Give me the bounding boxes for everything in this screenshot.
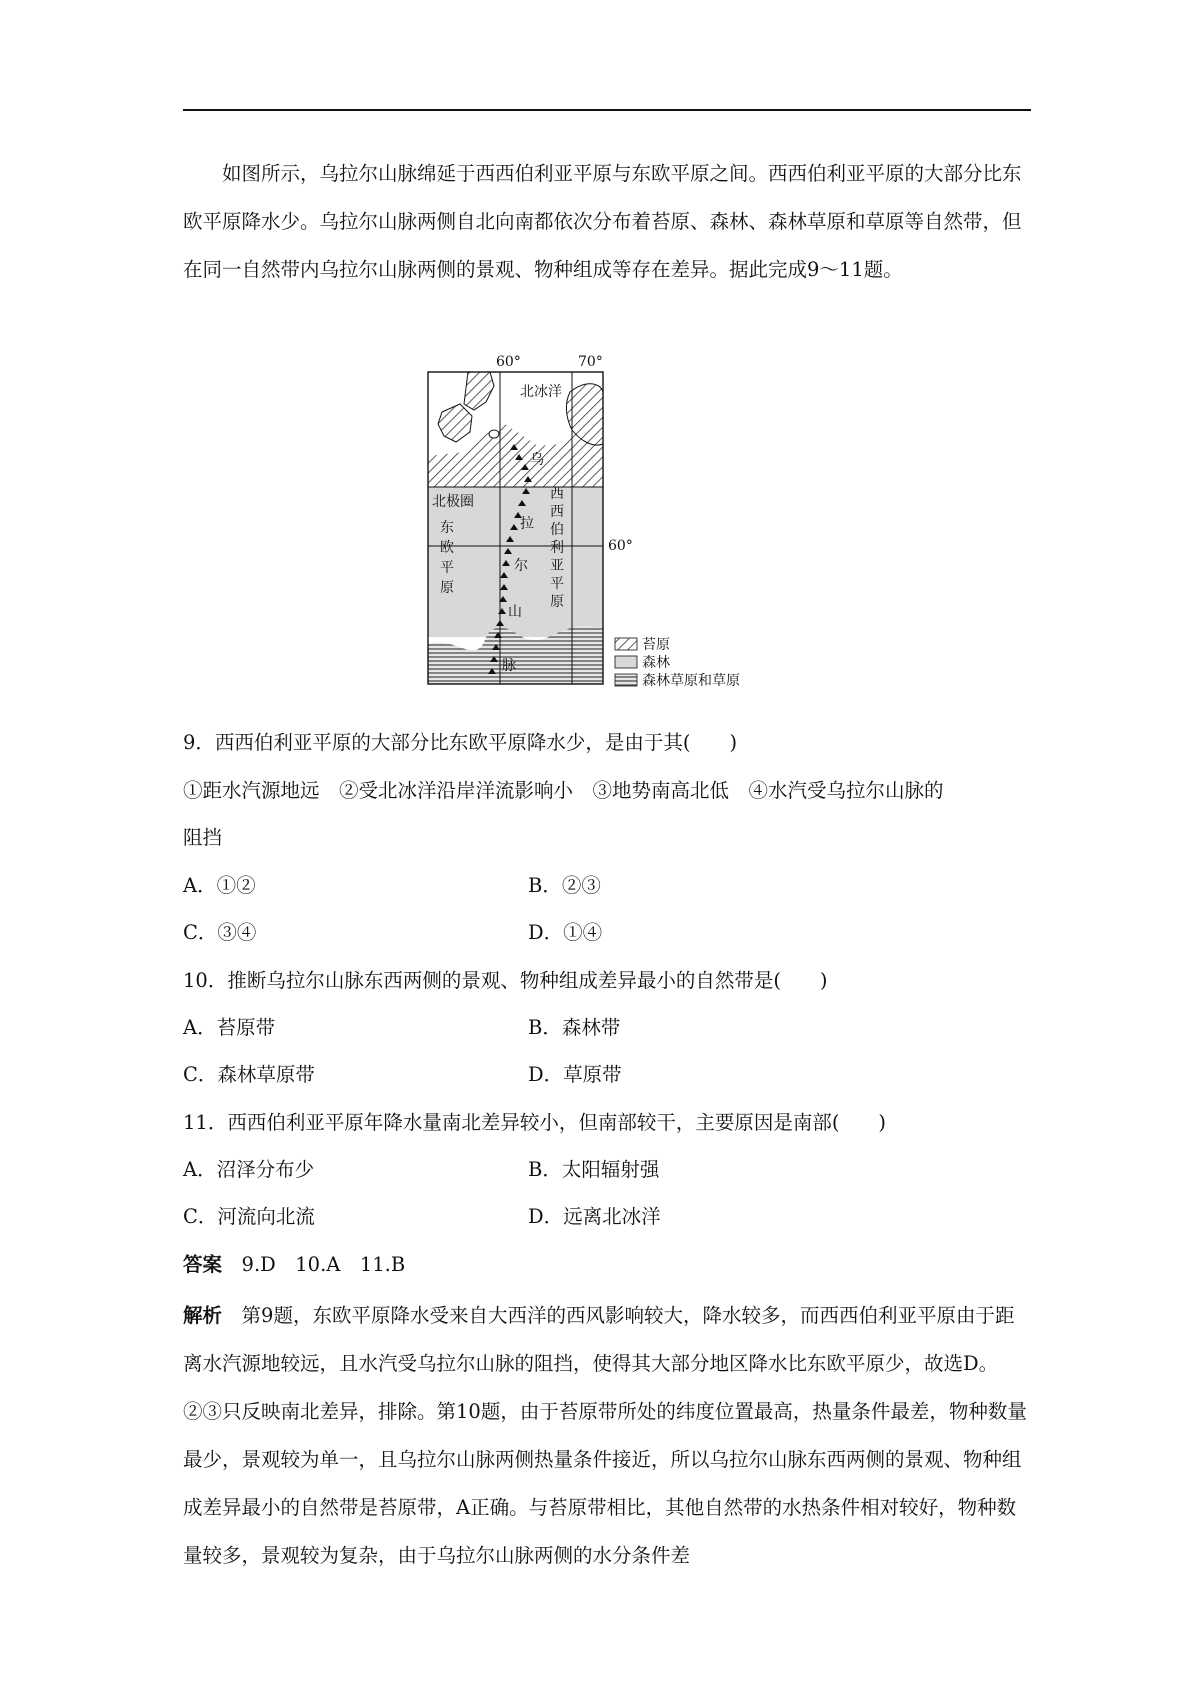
- east-europe-char-1: 东: [440, 520, 454, 536]
- q9-items-line1: ①距水汽源地远 ②受北冰洋沿岸洋流影响小 ③地势南高北低 ④水汽受乌拉尔山脉的: [183, 779, 944, 802]
- answer-text: 9.D 10.A 11.B: [241, 1253, 406, 1276]
- east-europe-char-4: 原: [440, 580, 454, 596]
- west-siberia-char-7: 原: [550, 594, 564, 610]
- q11-option-d[interactable]: D．远离北冰洋: [528, 1205, 661, 1228]
- q9-option-a[interactable]: A．①②: [183, 874, 256, 897]
- q11-option-b[interactable]: B．太阳辐射强: [528, 1158, 660, 1181]
- legend-steppe-label: 森林草原和草原: [642, 673, 740, 689]
- answer-line: [183, 1249, 405, 1277]
- west-siberia-char-3: 伯: [550, 522, 564, 538]
- header-rule: [183, 109, 1031, 111]
- west-siberia-char-4: 利: [550, 540, 564, 556]
- q10-option-c[interactable]: C．森林草原带: [183, 1063, 315, 1086]
- q9-option-d[interactable]: D．①④: [528, 921, 603, 944]
- legend-forest-swatch: [615, 656, 637, 668]
- q9-items-line2: 阻挡: [183, 826, 223, 849]
- lon-60-label: 60°: [496, 354, 521, 370]
- q10-option-d[interactable]: D．草原带: [528, 1063, 622, 1086]
- q9-option-b[interactable]: B．②③: [528, 874, 601, 897]
- analysis-label: 解析: [183, 1304, 223, 1327]
- small-island: [489, 430, 499, 438]
- ural-char-4: 山: [508, 604, 522, 620]
- lat-60-label: 60°: [608, 538, 633, 554]
- legend-forest-label: 森林: [642, 655, 670, 671]
- west-siberia-char-2: 西: [550, 504, 564, 520]
- legend-steppe-swatch: [615, 674, 637, 686]
- east-europe-char-2: 欧: [440, 540, 454, 556]
- west-siberia-char-1: 西: [550, 486, 564, 502]
- arctic-circle-label: 北极圈: [432, 494, 474, 510]
- legend-tundra-label: 苔原: [642, 637, 670, 653]
- ural-char-3: 尔: [514, 558, 528, 574]
- analysis-paragraph: [183, 1292, 1031, 1580]
- ural-char-1: 乌: [530, 452, 544, 468]
- q10-option-a[interactable]: A．苔原带: [183, 1016, 276, 1039]
- answer-label: 答案: [183, 1253, 223, 1276]
- q11-option-c[interactable]: C．河流向北流: [183, 1205, 315, 1228]
- legend-tundra-swatch: [615, 638, 637, 650]
- analysis-text: 第9题，东欧平原降水受来自大西洋的西风影响较大，降水较多，而西西伯利亚平原由于距离水汽源地较远，且水汽受乌拉尔山脉的阻挡，使得其大部分地区降水比东欧平原少，故选D。②③只反映南北差异，排除。第10题，由于苔原带所处的纬度位置最高，热量条件最差，物种数量最少，景观较为单一，且乌拉尔山脉两侧热量条件接近，所以乌拉尔山脉东西两侧的景观、物种组成差异最小的自然带是苔原带，A正确。与苔原带相比，其他自然带的水热条件相对较好，物种数量较多，景观较为复杂，由于乌拉尔山脉两侧的水分条件差: [183, 1304, 1027, 1567]
- q10-option-b[interactable]: B．森林带: [528, 1016, 621, 1039]
- q11-stem: 11．西西伯利亚平原年降水量南北差异较小，但南部较干，主要原因是南部( ): [183, 1111, 887, 1134]
- west-siberia-char-5: 亚: [550, 558, 564, 574]
- east-europe-char-3: 平: [440, 560, 454, 576]
- west-siberia-char-6: 平: [550, 576, 564, 592]
- ural-char-5: 脉: [502, 658, 516, 674]
- q9-stem: 9．西西伯利亚平原的大部分比东欧平原降水少，是由于其( ): [183, 731, 738, 754]
- arctic-ocean-label: 北冰洋: [520, 384, 562, 400]
- q10-stem: 10．推断乌拉尔山脉东西两侧的景观、物种组成差异最小的自然带是( ): [183, 969, 828, 992]
- ural-map: [420, 352, 790, 692]
- q11-option-a[interactable]: A．沼泽分布少: [183, 1158, 315, 1181]
- q9-option-c[interactable]: C．③④: [183, 921, 257, 944]
- lon-70-label: 70°: [578, 354, 603, 370]
- ural-map-figure: [420, 352, 790, 692]
- intro-paragraph: 如图所示，乌拉尔山脉绵延于西西伯利亚平原与东欧平原之间。西西伯利亚平原的大部分比东欧平原降水少。乌拉尔山脉两侧自北向南都依次分布着苔原、森林、森林草原和草原等自然带，但在同一自然带内乌拉尔山脉两侧的景观、物种组成等存在差异。据此完成9～11题。: [183, 162, 1022, 281]
- ural-char-2: 拉: [520, 516, 534, 532]
